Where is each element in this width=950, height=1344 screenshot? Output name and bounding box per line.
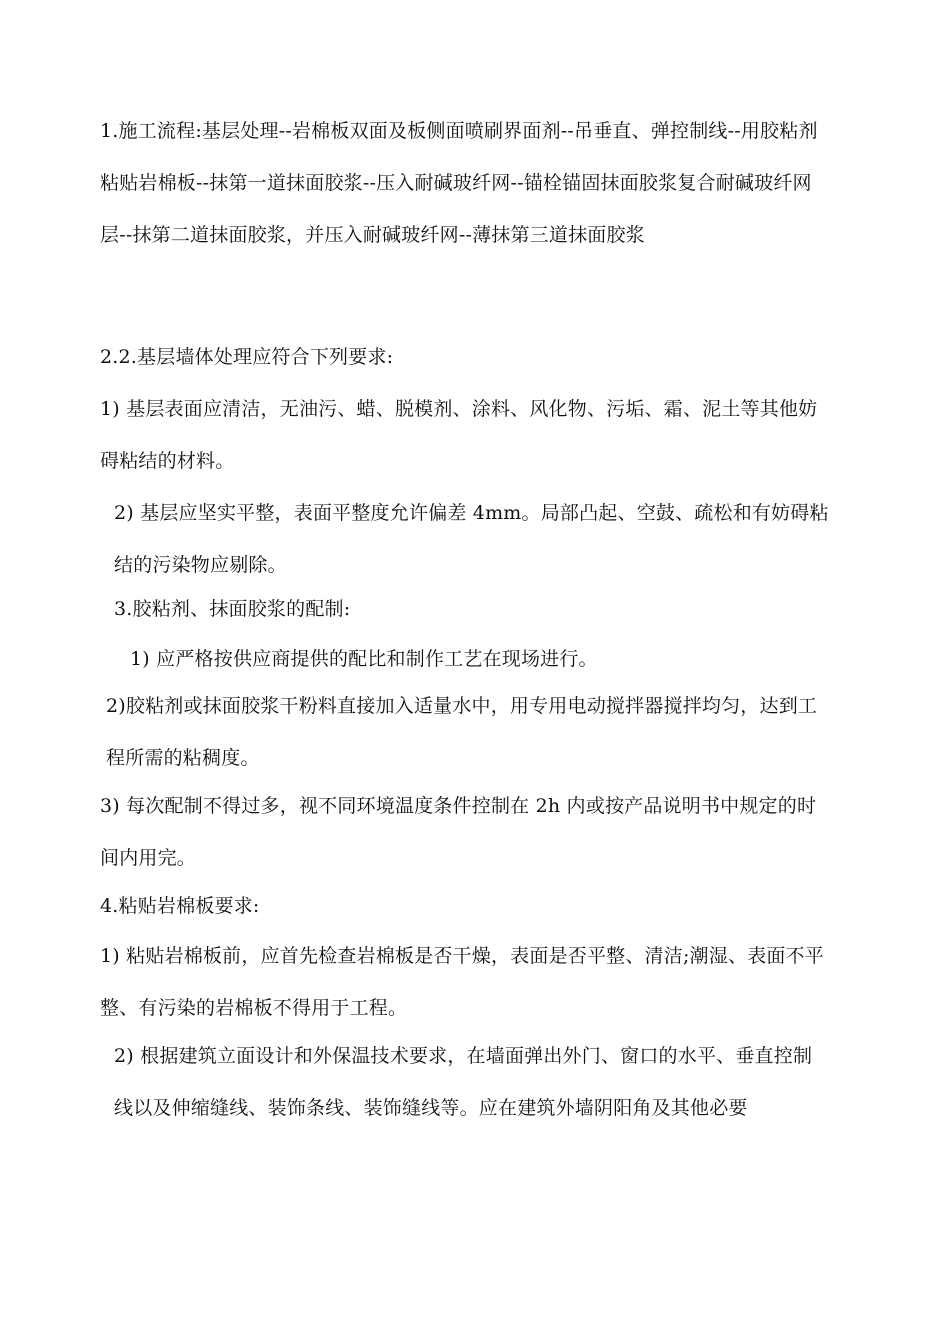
paragraph-mixing-ratio: 1) 应严格按供应商提供的配比和制作工艺在现场进行。: [130, 648, 598, 670]
paragraph-mixing-quantity: 3) 每次配制不得过多，视不同环境温度条件控制在 2h 内或按产品说明书中规定的时间内用完。: [100, 795, 817, 869]
paragraph-base-surface-clean: 1) 基层表面应清洁，无油污、蜡、脱模剂、涂料、风化物、污垢、霜、泥土等其他妨碍粘结的材料。: [100, 398, 818, 472]
paragraph-board-inspection: 1) 粘贴岩棉板前，应首先检查岩棉板是否干燥，表面是否平整、清洁;潮湿、表面不平整、有污染的岩棉板不得用于工程。: [100, 945, 824, 1019]
paragraph-control-lines: 2) 根据建筑立面设计和外保温技术要求，在墙面弹出外门、窗口的水平、垂直控制线以及伸缩缝线、装饰条线、装饰缝线等。应在建筑外墙阴阳角及其他必要: [114, 1045, 813, 1119]
paragraph-section-4-heading: 4.粘贴岩棉板要求:: [100, 895, 260, 917]
paragraph-section-2-2-heading: 2.2.基层墙体处理应符合下列要求:: [100, 346, 394, 368]
paragraph-base-surface-flat: 2) 基层应坚实平整，表面平整度允许偏差 4mm。局部凸起、空鼓、疏松和有妨碍粘结的污染物应剔除。: [114, 502, 829, 576]
paragraph-mixing-method: 2)胶粘剂或抹面胶浆干粉料直接加入适量水中，用专用电动搅拌器搅拌均匀，达到工程所需的粘稠度。: [106, 695, 818, 769]
paragraph-construction-process: 1.施工流程:基层处理--岩棉板双面及板侧面喷刷界面剂--吊垂直、弹控制线--用胶粘剂粘贴岩棉板--抹第一道抹面胶浆--压入耐碱玻纤网--锚栓锚固抹面胶浆复合耐碱玻纤网层--抹第二道抹面胶浆，并压入耐碱玻纤网--薄抹第三道抹面胶浆: [100, 120, 818, 246]
paragraph-section-3-heading: 3.胶粘剂、抹面胶浆的配制:: [114, 598, 351, 620]
